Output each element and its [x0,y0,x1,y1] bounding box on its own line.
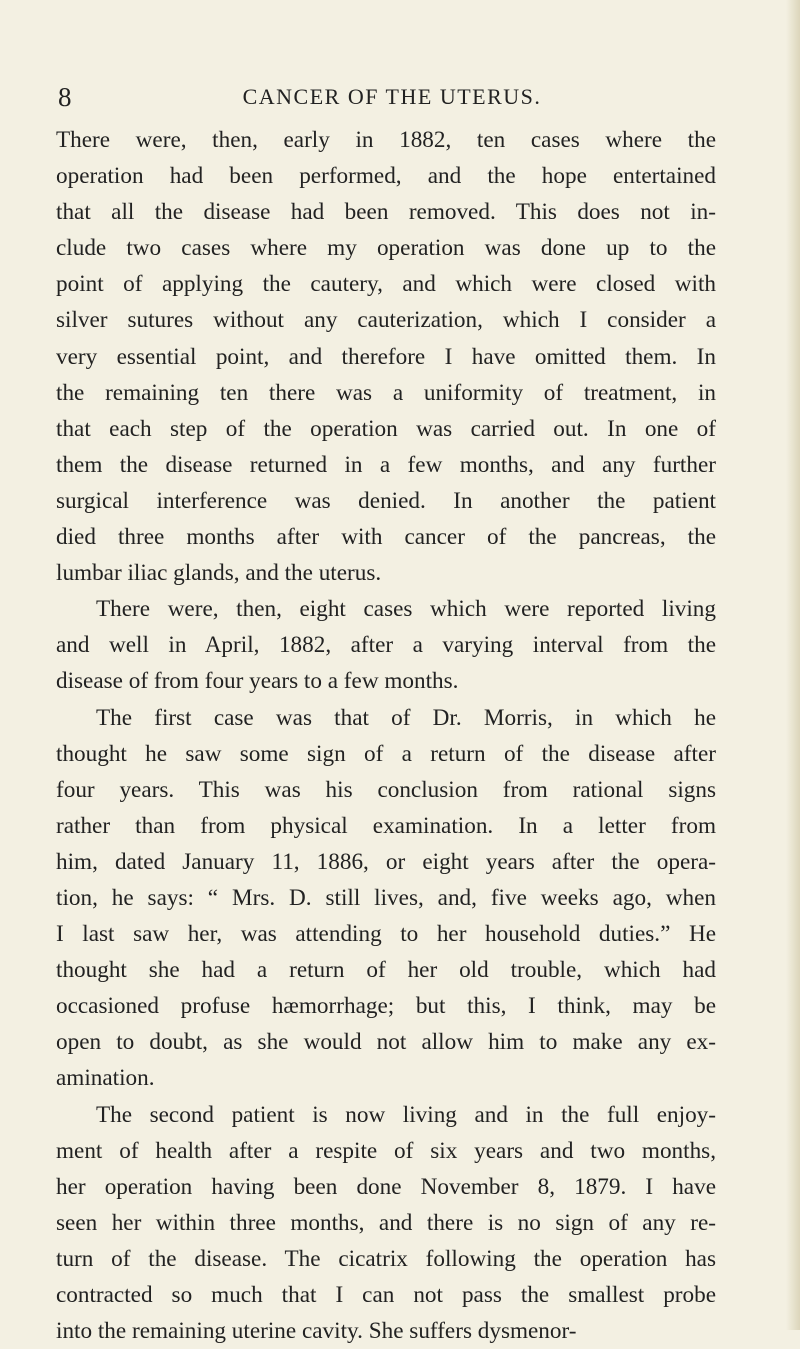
text-line: died three months after with cancer of the pancreas, the [56,524,716,551]
text-line: operation had been performed, and the hope entertained [56,163,716,190]
text-line: I last saw her, was attending to her household duties.” He [56,921,716,948]
text-line: the remaining ten there was a uniformity of treatment, in [56,379,716,406]
body-text [56,122,716,1349]
page-edge [786,0,800,1330]
text-line: There were, then, eight cases which were reported living [96,596,716,623]
text-line: rather than from physical examination. In a letter from [56,812,716,839]
text-line: four years. This was his conclusion from rational signs [56,776,716,803]
text-line: them the disease returned in a few months, and any further [56,451,716,478]
text-line: him, dated January 11, 1886, or eight years after the opera- [56,848,716,875]
text-line: The first case was that of Dr. Morris, in which he [96,704,716,731]
text-line: turn of the disease. The cicatrix following the operation has [56,1245,716,1272]
text-line: seen her within three months, and there is no sign of any re- [56,1209,716,1236]
text-line: that each step of the operation was carried out. In one of [56,415,716,442]
text-line: thought he saw some sign of a return of the disease after [56,740,716,767]
text-line: surgical interference was denied. In another the patient [56,487,716,514]
text-line: contracted so much that I can not pass the smallest probe [56,1282,716,1308]
text-line: The second patient is now living and in the full enjoy- [96,1101,716,1128]
text-line: There were, then, early in 1882, ten cases where the [56,127,716,153]
text-line: and well in April, 1882, after a varying interval from the [56,632,716,659]
text-line: occasioned profuse hæmorrhage; but this, I think, may be [56,993,716,1020]
page-number: 8 [58,82,73,112]
page-header [56,82,716,122]
text-line: very essential point, and therefore I have omitted them. In [56,343,716,370]
text-line: ment of health after a respite of six years and two months, [56,1137,716,1164]
text-line: silver sutures without any cauterization, which I consider a [56,307,716,334]
text-line: point of applying the cautery, and which were closed with [56,271,716,298]
text-line: lumbar iliac glands, and the uterus. [56,560,382,587]
text-line: open to doubt, as she would not allow him to make any ex- [56,1029,716,1056]
text-line: amination. [56,1065,155,1092]
text-line: tion, he says: “ Mrs. D. still lives, and, five weeks ago, when [56,884,716,911]
text-line: her operation having been done November 8, 1879. I have [56,1173,716,1200]
text-line: clude two cases where my operation was done up to the [56,235,716,262]
text-line: disease of from four years to a few months. [56,668,459,695]
text-line: that all the disease had been removed. This does not in- [56,199,716,226]
text-line: into the remaining uterine cavity. She suffers dysmenor- [56,1318,577,1345]
text-line: thought she had a return of her old trouble, which had [56,957,716,984]
running-head: CANCER OF THE UTERUS. [242,84,542,109]
